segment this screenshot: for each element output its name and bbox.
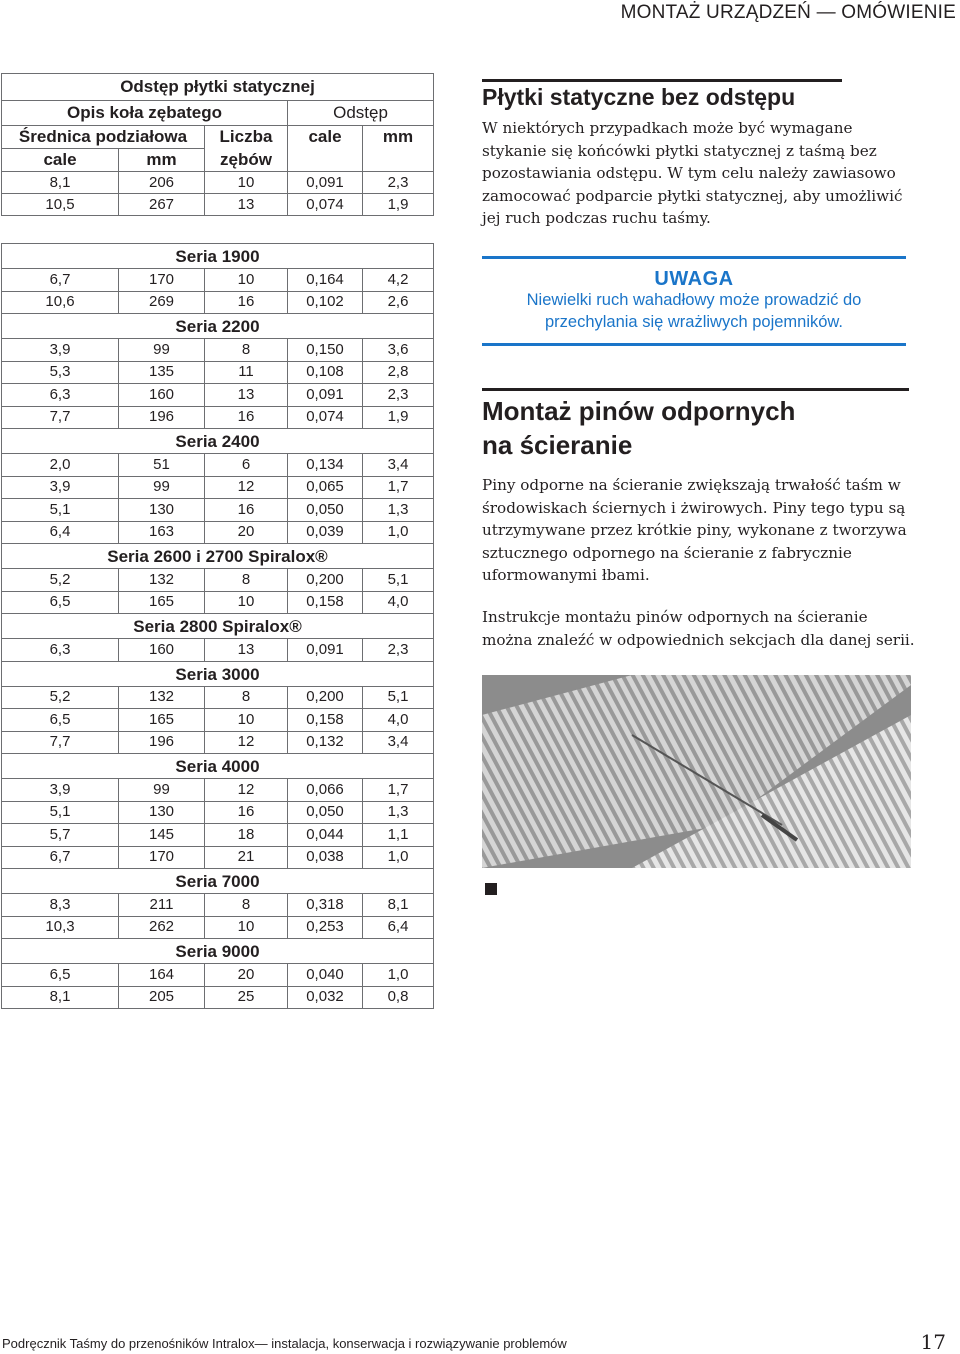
table-cell: 3,9 <box>2 779 119 802</box>
table-cell: 6,5 <box>2 591 119 614</box>
table-cell: 2,6 <box>363 291 434 314</box>
series-name: Seria 1900 <box>2 244 434 269</box>
table-cell: 0,032 <box>288 986 363 1009</box>
table-cell: 0,050 <box>288 801 363 824</box>
table-cell: 170 <box>119 846 205 869</box>
table-cell: 1,1 <box>363 824 434 847</box>
section-heading-abrasion-pins-line1: Montaż pinów odpornych <box>482 396 796 426</box>
table-cell: 51 <box>119 454 205 477</box>
table-cell: 196 <box>119 406 205 429</box>
table-cell: 0,164 <box>288 269 363 292</box>
table-cell: 2,8 <box>363 361 434 384</box>
table-cell: 13 <box>205 639 288 662</box>
table-cell: 0,132 <box>288 731 363 754</box>
table-cell: 6,4 <box>363 916 434 939</box>
table-cell: 0,200 <box>288 569 363 592</box>
table-cell: 1,9 <box>363 406 434 429</box>
running-header: MONTAŻ URZĄDZEŃ — OMÓWIENIE <box>620 2 956 23</box>
table-row <box>2 569 434 592</box>
table-cell: 165 <box>119 709 205 732</box>
table-cell: 8,1 <box>2 172 119 194</box>
table-cell: 10,5 <box>2 194 119 216</box>
table-cell: 1,3 <box>363 499 434 522</box>
table-row <box>2 986 434 1009</box>
table-cell: 5,2 <box>2 569 119 592</box>
table-cell: 8,1 <box>363 894 434 917</box>
table-cell: 0,8 <box>363 986 434 1009</box>
table-cell: 0,253 <box>288 916 363 939</box>
table-cell: 5,1 <box>2 499 119 522</box>
table-title: Odstęp płytki statycznej <box>2 74 434 101</box>
square-bullet-icon <box>485 883 497 895</box>
table-cell: 25 <box>205 986 288 1009</box>
note-bottom-rule <box>482 343 906 346</box>
table-cell: 145 <box>119 824 205 847</box>
table-cell: 160 <box>119 384 205 407</box>
section-heading-no-gap: Płytki statyczne bez odstępu <box>482 84 796 110</box>
table-row <box>2 269 434 292</box>
table-row <box>2 801 434 824</box>
table-cell: 0,039 <box>288 521 363 544</box>
table-cell: 1,0 <box>363 964 434 987</box>
series-header-row <box>2 314 434 339</box>
teeth-count-header-line1: Liczba <box>205 126 288 149</box>
table-cell: 10 <box>205 709 288 732</box>
series-name: Seria 2600 i 2700 Spiralox® <box>2 544 434 569</box>
static-plate-gap-header-table <box>1 73 434 216</box>
table-cell: 10 <box>205 916 288 939</box>
table-cell: 170 <box>119 269 205 292</box>
teeth-count-header-line2: zębów <box>205 149 288 172</box>
table-cell: 16 <box>205 406 288 429</box>
table-cell: 10 <box>205 172 288 194</box>
table-cell: 0,091 <box>288 172 363 194</box>
table-cell: 3,4 <box>363 454 434 477</box>
table-row <box>2 709 434 732</box>
table-cell: 1,3 <box>363 801 434 824</box>
table-cell: 3,9 <box>2 339 119 362</box>
table-cell: 1,7 <box>363 476 434 499</box>
table-cell: 267 <box>119 194 205 216</box>
table-row <box>2 731 434 754</box>
section-body-instructions: Instrukcje montażu pinów odpornych na ścieranie można znaleźć w odpowiednich sekcjach dla danej serii. <box>482 608 915 649</box>
note-title: UWAGA <box>654 268 734 290</box>
table-cell: 11 <box>205 361 288 384</box>
table-cell: 0,102 <box>288 291 363 314</box>
diameter-mm-header: mm <box>119 149 205 172</box>
table-row <box>2 846 434 869</box>
table-cell: 6,7 <box>2 846 119 869</box>
section-rule <box>482 79 842 82</box>
table-cell: 6,5 <box>2 709 119 732</box>
table-cell: 13 <box>205 194 288 216</box>
note-text: Niewielki ruch wahadłowy może prowadzić do przechylania się wrażliwych pojemników. <box>526 291 862 331</box>
table-row <box>2 591 434 614</box>
section-body-no-gap: W niektórych przypadkach może być wymagane stykanie się końcówki płytki statycznej z taśmą bez pozostawiania odstępu. W tym celu należy zawiasowo zamocować podparcie płytki statycznej, aby umożliwić jej ruch podczas ruchu taśmy. <box>482 119 903 228</box>
table-cell: 6,4 <box>2 521 119 544</box>
table-cell: 0,074 <box>288 194 363 216</box>
table-cell: 0,091 <box>288 384 363 407</box>
table-cell: 3,9 <box>2 476 119 499</box>
table-cell: 20 <box>205 964 288 987</box>
table-cell: 2,3 <box>363 384 434 407</box>
series-name: Seria 2800 Spiralox® <box>2 614 434 639</box>
table-row <box>2 779 434 802</box>
table-cell: 0,091 <box>288 639 363 662</box>
table-cell: 0,158 <box>288 591 363 614</box>
table-cell: 0,038 <box>288 846 363 869</box>
table-row <box>2 639 434 662</box>
table-cell: 5,1 <box>2 801 119 824</box>
table-cell: 1,0 <box>363 521 434 544</box>
table-cell: 164 <box>119 964 205 987</box>
footer-text: Podręcznik Taśmy do przenośników Intralox— instalacja, konserwacja i rozwiązywanie problemów <box>2 1336 567 1351</box>
table-cell: 16 <box>205 801 288 824</box>
series-gap-table <box>1 243 434 1009</box>
table-cell: 20 <box>205 521 288 544</box>
table-cell: 0,108 <box>288 361 363 384</box>
table-cell: 211 <box>119 894 205 917</box>
table-row <box>2 194 434 216</box>
series-header-row <box>2 754 434 779</box>
table-cell: 269 <box>119 291 205 314</box>
table-row <box>2 406 434 429</box>
table-cell: 0,050 <box>288 499 363 522</box>
table-row <box>2 824 434 847</box>
table-cell: 130 <box>119 499 205 522</box>
table-cell: 4,2 <box>363 269 434 292</box>
table-cell: 0,074 <box>288 406 363 429</box>
table-cell: 12 <box>205 779 288 802</box>
series-header-row <box>2 614 434 639</box>
table-cell: 18 <box>205 824 288 847</box>
table-cell: 0,066 <box>288 779 363 802</box>
table-cell: 10,3 <box>2 916 119 939</box>
table-cell: 0,150 <box>288 339 363 362</box>
table-cell: 0,134 <box>288 454 363 477</box>
table-cell: 0,200 <box>288 686 363 709</box>
table-cell: 16 <box>205 499 288 522</box>
table-cell: 165 <box>119 591 205 614</box>
table-cell: 160 <box>119 639 205 662</box>
series-name: Seria 2400 <box>2 429 434 454</box>
table-cell: 0,044 <box>288 824 363 847</box>
table-cell: 8 <box>205 339 288 362</box>
table-cell: 4,0 <box>363 591 434 614</box>
table-cell: 6,7 <box>2 269 119 292</box>
table-cell: 12 <box>205 731 288 754</box>
series-header-row <box>2 869 434 894</box>
series-name: Seria 7000 <box>2 869 434 894</box>
table-cell: 6,3 <box>2 384 119 407</box>
series-name: Seria 3000 <box>2 661 434 686</box>
table-cell: 205 <box>119 986 205 1009</box>
table-cell: 12 <box>205 476 288 499</box>
series-name: Seria 9000 <box>2 939 434 964</box>
table-cell: 6,3 <box>2 639 119 662</box>
table-cell: 5,1 <box>363 569 434 592</box>
table-row <box>2 384 434 407</box>
table-cell: 5,7 <box>2 824 119 847</box>
table-cell: 0,040 <box>288 964 363 987</box>
table-cell: 1,7 <box>363 779 434 802</box>
table-row <box>2 339 434 362</box>
table-cell: 10 <box>205 269 288 292</box>
belt-pins-photo <box>482 675 911 868</box>
series-header-row <box>2 429 434 454</box>
table-cell: 8 <box>205 894 288 917</box>
table-cell: 132 <box>119 569 205 592</box>
table-row <box>2 916 434 939</box>
table-row <box>2 499 434 522</box>
note-top-rule <box>482 256 906 259</box>
table-row <box>2 686 434 709</box>
table-cell: 99 <box>119 339 205 362</box>
table-cell: 0,318 <box>288 894 363 917</box>
section-heading-abrasion-pins-line2: na ścieranie <box>482 430 633 460</box>
table-cell: 206 <box>119 172 205 194</box>
table-cell: 2,3 <box>363 639 434 662</box>
series-header-row <box>2 939 434 964</box>
table-row <box>2 521 434 544</box>
table-cell: 0,065 <box>288 476 363 499</box>
table-row <box>2 476 434 499</box>
table-cell: 130 <box>119 801 205 824</box>
table-cell: 2,3 <box>363 172 434 194</box>
table-cell: 6 <box>205 454 288 477</box>
table-cell: 10,6 <box>2 291 119 314</box>
series-header-row <box>2 244 434 269</box>
table-row <box>2 454 434 477</box>
table-cell: 4,0 <box>363 709 434 732</box>
table-cell: 163 <box>119 521 205 544</box>
table-row <box>2 291 434 314</box>
gap-header: Odstęp <box>288 101 434 126</box>
table-cell: 8 <box>205 686 288 709</box>
series-name: Seria 2200 <box>2 314 434 339</box>
table-cell: 8 <box>205 569 288 592</box>
series-header-row <box>2 661 434 686</box>
table-cell: 5,2 <box>2 686 119 709</box>
sprocket-description-header: Opis koła zębatego <box>2 101 288 126</box>
table-cell: 6,5 <box>2 964 119 987</box>
table-cell: 196 <box>119 731 205 754</box>
section-body-abrasion-pins: Piny odporne na ścieranie zwiększają trwałość taśm w środowiskach ściernych i żwirowych. Piny tego typu są utrzymywane przez krótkie piny, wykonane z tworzywa sztucznego odpornego na ścieranie z fabrycznie uformowanymi łbami. <box>482 476 907 585</box>
table-cell: 2,0 <box>2 454 119 477</box>
table-cell: 5,1 <box>363 686 434 709</box>
table-row <box>2 964 434 987</box>
table-cell: 7,7 <box>2 406 119 429</box>
gap-mm-header: mm <box>363 126 434 149</box>
table-cell: 1,9 <box>363 194 434 216</box>
table-cell: 10 <box>205 591 288 614</box>
pitch-diameter-header: Średnica podziałowa <box>2 126 205 149</box>
table-cell: 8,3 <box>2 894 119 917</box>
series-header-row <box>2 544 434 569</box>
table-cell: 16 <box>205 291 288 314</box>
table-cell: 8,1 <box>2 986 119 1009</box>
table-cell: 5,3 <box>2 361 119 384</box>
page-number: 17 <box>920 1330 946 1354</box>
table-cell: 99 <box>119 779 205 802</box>
table-cell: 3,4 <box>363 731 434 754</box>
table-cell: 13 <box>205 384 288 407</box>
table-row <box>2 172 434 194</box>
diameter-inch-header: cale <box>2 149 119 172</box>
table-row <box>2 361 434 384</box>
table-cell: 132 <box>119 686 205 709</box>
table-cell: 0,158 <box>288 709 363 732</box>
table-cell: 21 <box>205 846 288 869</box>
table-cell: 3,6 <box>363 339 434 362</box>
table-cell: 99 <box>119 476 205 499</box>
table-cell: 7,7 <box>2 731 119 754</box>
table-cell: 135 <box>119 361 205 384</box>
table-row <box>2 894 434 917</box>
table-cell: 1,0 <box>363 846 434 869</box>
gap-inch-header: cale <box>288 126 363 149</box>
table-cell: 262 <box>119 916 205 939</box>
series-name: Seria 4000 <box>2 754 434 779</box>
section-rule <box>482 388 909 391</box>
